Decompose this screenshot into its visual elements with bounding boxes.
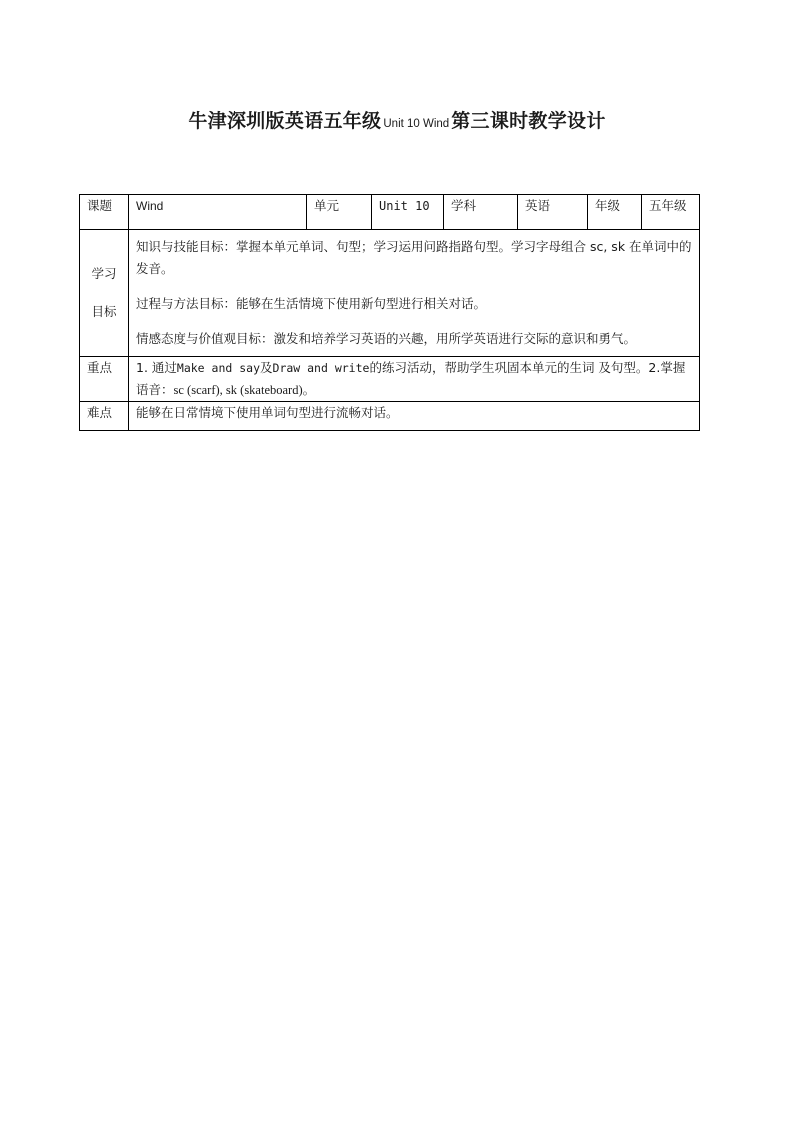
goals-label-line-1: 学习 (91, 266, 117, 281)
key-points-content-cell (129, 357, 700, 402)
table-row-key-points (80, 357, 700, 402)
key-points-seg-5: 的练习活动，帮助学生巩固本单元的生词 及句型。2.掌握语音： (136, 360, 686, 397)
goals-label-line-2: 目标 (91, 304, 117, 319)
emotion-goal: 情感态度与价值观目标：激发和培养学习英语的兴趣，用所学英语进行交际的意识和勇气。 (136, 331, 637, 346)
title-part-2: Unit 10 Wind (383, 118, 450, 130)
title-part-1: 牛津深圳版英语五年级 (188, 110, 382, 132)
grade-label-cell: 年级 (588, 195, 642, 230)
difficulties-label-cell: 难点 (80, 402, 129, 431)
key-points-seg-7: 。 (302, 382, 316, 397)
key-points-seg-4: Draw and write (272, 361, 370, 375)
process-goal: 过程与方法目标：能够在生活情境下使用新句型进行相关对话。 (136, 296, 487, 311)
goals-label-cell (80, 230, 129, 357)
knowledge-goal: 知识与技能目标：掌握本单元单词、句型；学习运用问路指路句型。学习字母组合 sc, sk 在单词中的发音。 (136, 239, 692, 276)
subject-value-cell: 英语 (518, 195, 588, 230)
difficulties-content-cell: 能够在日常情境下使用单词句型进行流畅对话。 (129, 402, 700, 431)
lesson-plan-table (79, 194, 700, 431)
title-part-3: 第三课时教学设计 (451, 110, 606, 132)
unit-label-cell: 单元 (307, 195, 372, 230)
subject-label-cell: 学科 (444, 195, 518, 230)
table-row-info (80, 195, 700, 230)
goals-content-cell (129, 230, 700, 357)
key-points-seg-6: sc (scarf), sk (skateboard) (173, 383, 303, 397)
key-points-seg-2: Make and say (176, 361, 260, 375)
key-points-seg-3: 及 (260, 360, 273, 375)
unit-value-cell: Unit 10 (372, 195, 444, 230)
key-points-label-cell: 重点 (80, 357, 129, 402)
table-row-difficulties (80, 402, 700, 431)
document-title (0, 106, 794, 133)
grade-value-cell: 五年级 (642, 195, 700, 230)
topic-label-cell: 课题 (80, 195, 129, 230)
key-points-seg-1: 1. 通过 (136, 360, 177, 375)
topic-value-cell: Wind (129, 195, 307, 230)
table-row-goals (80, 230, 700, 357)
